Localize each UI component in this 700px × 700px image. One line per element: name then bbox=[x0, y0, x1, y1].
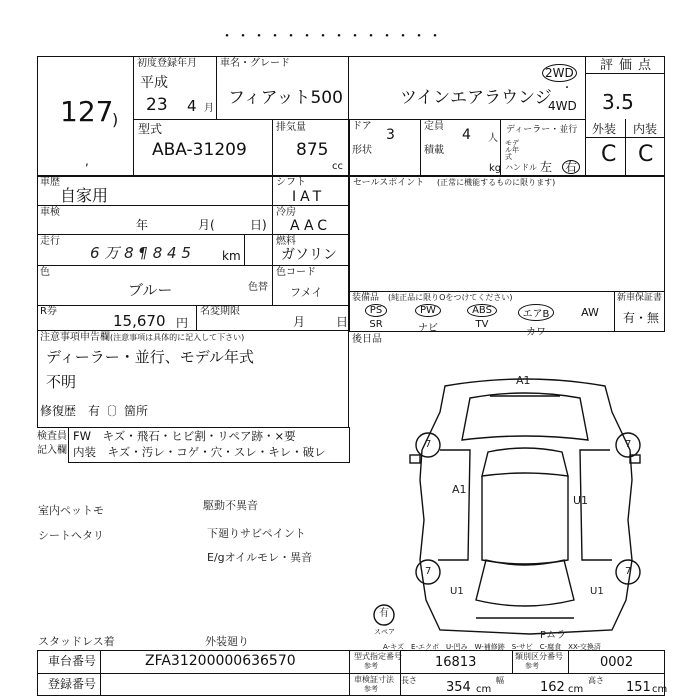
rating-label: 評価点 bbox=[600, 58, 658, 73]
type-designation-sub: 参考 bbox=[364, 662, 378, 670]
penalty-label: 名変期限 bbox=[200, 306, 240, 317]
chassis-label: 車台番号 bbox=[48, 654, 97, 668]
inspector-label: 検査員 bbox=[37, 431, 67, 442]
color-code-value: フメイ bbox=[290, 286, 323, 299]
type-designation-value: 16813 bbox=[435, 655, 477, 670]
mileage-label: 走行 bbox=[40, 236, 60, 247]
notes-line1: ディーラー・並行、モデル年式 bbox=[46, 348, 255, 366]
notes-line2: 不明 bbox=[46, 373, 77, 391]
sales-label: セールスポイント bbox=[353, 178, 425, 188]
damage-mark-bottom: U1 bbox=[590, 586, 604, 597]
length-label: 長さ bbox=[401, 676, 417, 685]
category-value: 0002 bbox=[600, 655, 634, 670]
r-ticket-label: R券 bbox=[40, 306, 57, 317]
warranty-value: 有・無 bbox=[623, 311, 660, 325]
equipment-label: 装備品 bbox=[352, 293, 380, 303]
inspector-label2: 記入欄 bbox=[37, 445, 67, 456]
load-label: 積載 bbox=[424, 145, 444, 156]
damage-legend: A-キズ E-エクボ U-凹み W-補修跡 S-サビ C-腐食 XX-交換済 bbox=[383, 643, 601, 651]
repair-history: 修復歴 有〔〕箇所 bbox=[40, 404, 149, 418]
divider bbox=[37, 673, 665, 674]
notes-sub: (注意事項は具体的に記入して下さい) bbox=[110, 333, 245, 342]
model-label: 型式 bbox=[138, 122, 163, 136]
inspection-label: 車検 bbox=[40, 207, 60, 218]
category-label: 類別区分番号 bbox=[515, 652, 563, 661]
color-label: 色 bbox=[40, 267, 50, 278]
spare-label: スペア bbox=[374, 628, 395, 636]
type-designation-label: 型式指定番号 bbox=[354, 652, 402, 661]
width-label: 幅 bbox=[496, 676, 504, 685]
registration-year: 23 bbox=[146, 95, 168, 115]
height-value: 151 bbox=[626, 680, 651, 695]
divider bbox=[512, 650, 513, 673]
handwritten-note: 下廻りサビペイント bbox=[207, 527, 306, 540]
penalty-day: 日 bbox=[336, 315, 349, 329]
shift-value: IAT bbox=[292, 189, 326, 205]
dimensions-label: 車検証寸法 bbox=[354, 675, 394, 684]
drive-2wd: 2WD bbox=[542, 64, 577, 82]
length-unit: cm bbox=[476, 684, 492, 695]
damage-mark-bottom: U1 bbox=[450, 586, 464, 597]
capacity-unit: 人 bbox=[488, 133, 498, 144]
model-value: ABA-31209 bbox=[152, 140, 247, 160]
height-label: 高さ bbox=[588, 676, 604, 685]
fuel-value: ガソリン bbox=[281, 247, 337, 263]
car-grade: ツインエアラウンジ bbox=[400, 88, 552, 108]
dealer-label: ディーラー・並行 bbox=[506, 125, 578, 135]
category-sub: 参考 bbox=[525, 662, 539, 670]
drive-dot: ・ bbox=[562, 83, 572, 94]
equipment-item: PS SR bbox=[356, 304, 396, 330]
handle-left: 左 bbox=[540, 160, 553, 174]
equipment-note: (純正品に限りOをつけてください) bbox=[388, 293, 513, 302]
drive-4wd: 4WD bbox=[548, 99, 577, 113]
r-ticket-value: 15,670 bbox=[113, 312, 166, 330]
handwritten-note: スタッドレス着 bbox=[38, 635, 115, 648]
lot-paren: ) bbox=[112, 110, 119, 129]
equipment-item: エアB カワ bbox=[516, 304, 556, 338]
shape-label: 形状 bbox=[352, 145, 372, 156]
tyre-mark: 7 bbox=[625, 566, 632, 577]
handwritten-note: E/gオイルモレ・異音 bbox=[207, 551, 313, 564]
chassis-value: ZFA31200000636570 bbox=[145, 653, 296, 669]
car-name: フィアット500 bbox=[228, 88, 343, 108]
length-value: 354 bbox=[446, 680, 471, 695]
color-code-label: 色コード bbox=[276, 267, 316, 278]
damage-mark-left: A1 bbox=[452, 483, 467, 496]
r-ticket-unit: 円 bbox=[176, 316, 189, 330]
tyre-mark: 7 bbox=[625, 439, 632, 450]
ac-label: 冷房 bbox=[276, 207, 296, 218]
mileage-value: 6 万 8 ¶ 8 4 5 bbox=[90, 244, 191, 262]
equipment-item: AW bbox=[581, 306, 599, 319]
handle-label: ハンドル bbox=[505, 163, 537, 172]
tyre-mark: 7 bbox=[425, 566, 432, 577]
inspection-month: 月( bbox=[198, 218, 215, 232]
tyre-mark: 7 bbox=[425, 439, 432, 450]
equipment-item: PW ナビ bbox=[408, 304, 448, 334]
registration-month: 4 bbox=[187, 97, 197, 115]
damage-mark-front: A1 bbox=[516, 374, 531, 387]
inspection-day: 日) bbox=[250, 218, 267, 232]
handwritten-note: 駆動不異音 bbox=[203, 499, 258, 512]
spare-mark: 有 bbox=[379, 608, 389, 619]
mileage-unit: km bbox=[222, 249, 241, 263]
check-row-interior: 内装 キズ・汚レ・コゲ・穴・スレ・キレ・破レ bbox=[73, 445, 326, 459]
handle-right: 右 bbox=[562, 160, 580, 174]
doors-label: ドア bbox=[352, 121, 372, 132]
damage-mark-side: U1 bbox=[573, 494, 589, 507]
warranty-label: 新車保証書 bbox=[617, 293, 663, 303]
load-unit: kg bbox=[489, 163, 502, 174]
registration-era: 平成 bbox=[140, 75, 168, 91]
inspection-year: 年 bbox=[136, 218, 149, 232]
capacity-label: 定員 bbox=[424, 121, 444, 132]
check-row-fw: FW キズ・飛石・ヒビ割・リペア跡・×要 bbox=[73, 429, 296, 443]
registration-month-unit: 月 bbox=[204, 103, 214, 114]
displacement-label: 排気量 bbox=[276, 122, 306, 133]
fuel-label: 燃料 bbox=[276, 236, 296, 247]
width-value: 162 bbox=[540, 680, 565, 695]
registration-no-label: 登録番号 bbox=[48, 677, 97, 691]
interior-grade: C bbox=[638, 142, 654, 167]
interior-label: 内装 bbox=[633, 122, 658, 136]
notes-label: 注意事項申告欄 bbox=[40, 332, 110, 343]
handwritten-note: 外装廻り bbox=[205, 635, 249, 648]
height-unit: cm bbox=[652, 684, 668, 695]
width-unit: cm bbox=[568, 684, 584, 695]
car-label: 車名・グレード bbox=[220, 58, 290, 69]
model-year-label: モデル年式 bbox=[505, 139, 519, 161]
doors-value: 3 bbox=[386, 127, 395, 143]
history-value: 自家用 bbox=[60, 186, 109, 205]
registration-label: 初度登録年月 bbox=[137, 58, 197, 69]
sheet-title: ・・・・・・・・・・・・・・ bbox=[220, 29, 444, 45]
shift-label: シフト bbox=[276, 177, 306, 188]
penalty-month: 月 bbox=[293, 315, 306, 329]
divider bbox=[568, 650, 569, 673]
dimensions-sub: 参考 bbox=[364, 685, 378, 693]
rating-value: 3.5 bbox=[602, 90, 634, 114]
color-swap-label: 色替 bbox=[248, 282, 268, 293]
equipment-item: ABS TV bbox=[462, 304, 502, 330]
lot-tick: , bbox=[85, 154, 89, 168]
capacity-value: 4 bbox=[462, 127, 471, 143]
sales-note: (正常に機能するものに限ります) bbox=[437, 178, 556, 187]
history-label: 車歴 bbox=[40, 177, 60, 188]
exterior-label: 外装 bbox=[592, 122, 617, 136]
displacement-unit: cc bbox=[332, 161, 343, 172]
retrofit-label: 後日品 bbox=[352, 334, 382, 345]
handwritten-note: シートヘタリ bbox=[38, 529, 104, 542]
lot-number: 127 bbox=[60, 95, 114, 128]
displacement-value: 875 bbox=[296, 140, 329, 160]
handwritten-note: 室内ペットモ bbox=[38, 504, 104, 517]
color-value: ブルー bbox=[128, 281, 173, 299]
ac-value: AAC bbox=[290, 218, 332, 234]
exterior-grade: C bbox=[601, 142, 617, 167]
damage-mark-rear: Pムラ bbox=[540, 630, 567, 641]
